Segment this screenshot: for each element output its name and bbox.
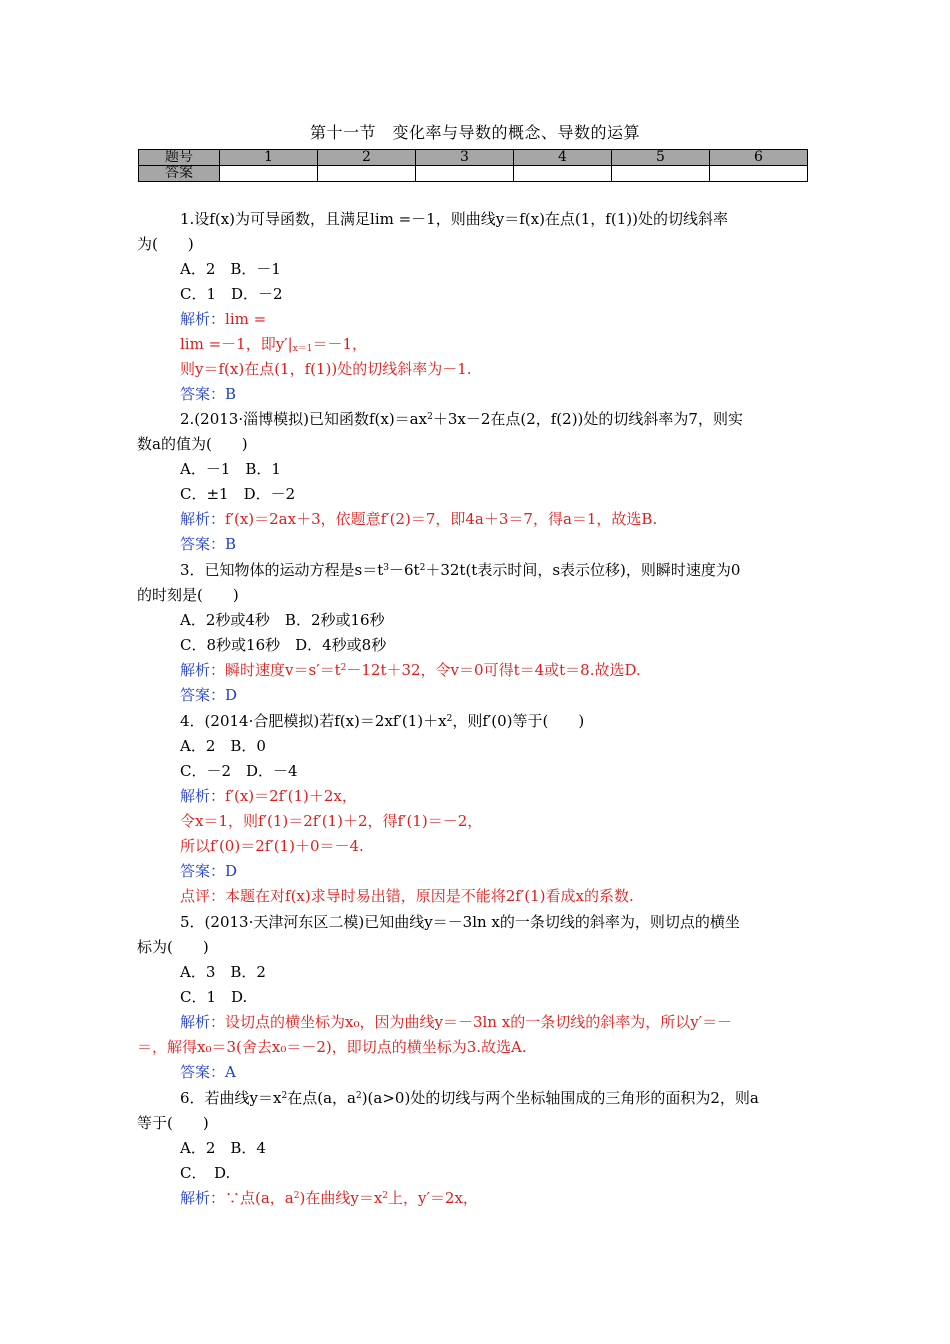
q5-answer: 答案：A (180, 1063, 236, 1081)
stem-text: 3．已知物体的运动方程是s＝t (180, 561, 384, 579)
solution-text: －12t＋32，令v＝0可得t＝4或t＝8.故选D. (346, 661, 641, 679)
answer-table-header-row (139, 150, 808, 166)
solution-label: 解析： (180, 310, 226, 328)
superscript: 2 (281, 1091, 288, 1101)
q2-options-cd: C．±1 D．－2 (180, 485, 296, 503)
answer-cell (514, 166, 612, 182)
stem-text: 6．若曲线y＝x (180, 1089, 282, 1107)
solution-label: 解析： (180, 1013, 226, 1031)
q2-stem-cont: 数a的值为( ) (137, 435, 248, 453)
solution-subscript: x＝1 (292, 344, 313, 354)
superscript: 2 (446, 714, 453, 724)
answer-cell (416, 166, 514, 182)
q4-answer: 答案：D (180, 862, 238, 880)
q5-solution (180, 1012, 732, 1032)
answer-table-answer-row (139, 166, 808, 182)
answer-table-label-answer: 答案 (139, 166, 220, 182)
q6-stem-cont: 等于( ) (137, 1114, 209, 1132)
q4-options-ab: A．2 B．0 (180, 737, 266, 755)
answer-table-label-question: 题号 (139, 150, 220, 166)
comment-text: 本题在对f(x)求导时易出错，原因是不能将2f′(1)看成x的系数. (225, 887, 634, 905)
q3-answer: 答案：D (180, 686, 238, 704)
q6-options-ab: A．2 B．4 (180, 1139, 266, 1157)
answer-table (138, 149, 808, 182)
stem-text: ＋32t(t表示时间，s表示位移)，则瞬时速度为0 (425, 561, 741, 579)
q1-stem: 1.设f(x)为可导函数，且满足lim =－1，则曲线y＝f(x)在点(1，f(1))处的切线斜率 (180, 210, 728, 228)
q6-stem (180, 1088, 759, 1108)
q5-options-ab: A．3 B．2 (180, 963, 266, 981)
solution-text: 上，y′＝2x， (388, 1189, 478, 1207)
q4-stem (180, 711, 584, 731)
solution-text: lim = (225, 310, 267, 328)
solution-label: 解析： (180, 661, 226, 679)
q4-comment (180, 886, 634, 906)
q5-options-cd: C．1 D. (180, 988, 248, 1006)
stem-text: ，则f′(0)等于( ) (452, 712, 585, 730)
q2-stem (180, 409, 743, 429)
solution-text: f′(x)＝2ax＋3，依题意f′(2)＝7，即4a＋3＝7，得a＝1，故选B. (225, 510, 658, 528)
q5-stem-cont: 标为( ) (137, 938, 209, 956)
superscript: 2 (419, 563, 426, 573)
q4-solution-line2: 令x＝1，则f′(1)＝2f′(1)＋2，得f′(1)＝－2， (180, 812, 483, 830)
answer-cell (220, 166, 318, 182)
q2-solution (180, 509, 657, 529)
solution-label: 解析： (180, 787, 226, 805)
solution-text: lim =－1，即y′| (180, 335, 293, 353)
q3-stem (180, 560, 740, 580)
q5-solution-line2: ＝，解得x₀＝3(舍去x₀＝－2)，即切点的横坐标为3.故选A. (137, 1038, 527, 1056)
solution-text: 设切点的横坐标为x₀，因为曲线y＝－3ln x的一条切线的斜率为，所以y′＝－ (225, 1013, 733, 1031)
page-title: 第十一节 变化率与导数的概念、导数的运算 (309, 123, 640, 142)
stem-text: )(a>0)处的切线与两个坐标轴围成的三角形的面积为2，则a (361, 1089, 759, 1107)
answer-table-col: 1 (220, 150, 318, 166)
solution-text: ∵点(a，a (225, 1189, 294, 1207)
superscript: 2 (293, 1191, 300, 1201)
q3-options-ab: A．2秒或4秒 B．2秒或16秒 (180, 611, 385, 629)
q1-stem-cont: 为( ) (137, 235, 194, 253)
answer-table-col: 4 (514, 150, 612, 166)
superscript: 2 (355, 1091, 362, 1101)
answer-cell (612, 166, 710, 182)
answer-table-col: 6 (710, 150, 808, 166)
solution-label: 解析： (180, 1189, 226, 1207)
q2-options-ab: A．－1 B．1 (180, 460, 281, 478)
solution-text: )在曲线y＝x (299, 1189, 383, 1207)
q1-options-cd: C．1 D．－2 (180, 285, 283, 303)
q2-answer: 答案：B (180, 535, 237, 553)
q6-options-cd: C． D. (180, 1164, 231, 1182)
q4-solution (180, 786, 357, 806)
q3-solution (180, 660, 641, 680)
superscript: 2 (427, 412, 433, 422)
superscript: 2 (340, 663, 347, 673)
q1-solution (180, 309, 266, 329)
superscript: 2 (382, 1191, 389, 1201)
q3-stem-cont: 的时刻是( ) (137, 586, 239, 604)
solution-text: 瞬时速度v＝s′＝t (225, 661, 341, 679)
q3-options-cd: C．8秒或16秒 D．4秒或8秒 (180, 636, 387, 654)
answer-table-col: 5 (612, 150, 710, 166)
comment-label: 点评： (180, 887, 226, 905)
q1-solution-line3: 则y＝f(x)在点(1，f(1))处的切线斜率为－1. (180, 360, 472, 378)
q5-stem: 5．(2013·天津河东区二模)已知曲线y＝－3ln x的一条切线的斜率为，则切点的横坐 (180, 913, 740, 931)
answer-table-col: 2 (318, 150, 416, 166)
solution-text: ＝－1， (312, 335, 367, 353)
q1-answer: 答案：B (180, 385, 237, 403)
solution-label: 解析： (180, 510, 226, 528)
answer-cell (710, 166, 808, 182)
stem-text: ＋3x－2在点(2，f(2))处的切线斜率为7，则实 (432, 410, 743, 428)
stem-text: 2.(2013·淄博模拟)已知函数f(x)＝ax (180, 410, 428, 428)
q4-solution-line3: 所以f′(0)＝2f′(1)＋0＝－4. (180, 837, 364, 855)
stem-text: 4．(2014·合肥模拟)若f(x)＝2xf′(1)＋x (180, 712, 447, 730)
q4-options-cd: C．－2 D．－4 (180, 762, 298, 780)
q1-options-ab: A．2 B．－1 (180, 260, 281, 278)
answer-table-col: 3 (416, 150, 514, 166)
q6-solution (180, 1188, 478, 1208)
superscript: 3 (383, 563, 390, 573)
solution-text: f′(x)＝2f′(1)＋2x， (225, 787, 357, 805)
q1-solution-line2 (180, 334, 367, 354)
answer-cell (318, 166, 416, 182)
stem-text: －6t (389, 561, 420, 579)
stem-text: 在点(a，a (287, 1089, 356, 1107)
